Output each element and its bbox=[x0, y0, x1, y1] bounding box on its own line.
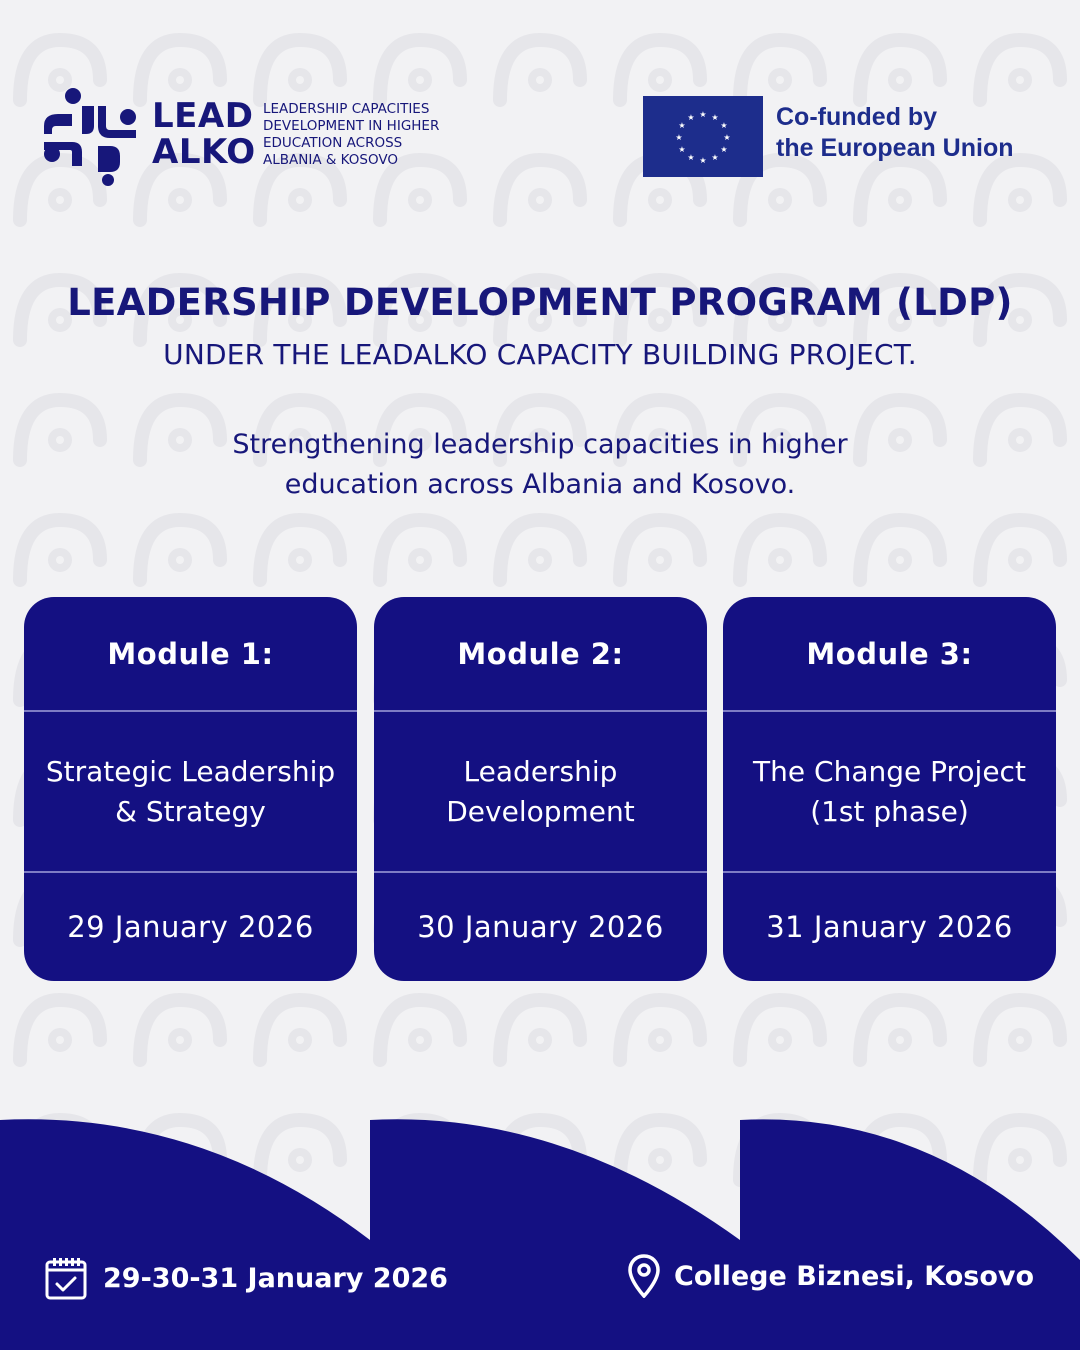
module-heading: Module 2: bbox=[457, 636, 624, 671]
module-topic-line2: & Strategy bbox=[115, 794, 266, 828]
page-subtitle: UNDER THE LEADALKO CAPACITY BUILDING PROJECT. bbox=[163, 338, 917, 371]
footer-dates-text: 29-30-31 January 2026 bbox=[103, 1262, 448, 1294]
svg-text:★: ★ bbox=[720, 145, 728, 154]
module-topic-line1: Strategic Leadership bbox=[45, 754, 336, 788]
module-card-3 bbox=[723, 597, 1056, 981]
map-pin-icon bbox=[628, 1254, 660, 1298]
footer-background bbox=[0, 1110, 1080, 1350]
svg-text:★: ★ bbox=[723, 133, 731, 142]
module-topic-line2: Development bbox=[446, 794, 635, 828]
svg-text:★: ★ bbox=[675, 133, 683, 142]
svg-text:★: ★ bbox=[699, 156, 707, 165]
calendar-check-icon bbox=[45, 1256, 87, 1300]
module-card-1 bbox=[24, 597, 357, 981]
program-tagline bbox=[0, 425, 1080, 505]
module-date: 29 January 2026 bbox=[67, 910, 314, 944]
tagline-line1: Strengthening leadership capacities in higher bbox=[232, 429, 848, 460]
svg-text:★: ★ bbox=[720, 121, 728, 130]
footer-dates bbox=[45, 1256, 448, 1300]
svg-text:★: ★ bbox=[711, 153, 719, 162]
module-card-2 bbox=[374, 597, 707, 981]
eu-cofunded-label bbox=[776, 102, 1014, 164]
footer-location-text: College Biznesi, Kosovo bbox=[674, 1260, 1035, 1292]
module-topic bbox=[723, 712, 1056, 871]
svg-text:★: ★ bbox=[699, 110, 707, 119]
brand-tagline-line: DEVELOPMENT IN HIGHER bbox=[263, 118, 440, 134]
tagline-line2: education across Albania and Kosovo. bbox=[284, 469, 796, 500]
brand-tagline bbox=[263, 101, 439, 169]
module-topic-line2: (1st phase) bbox=[810, 794, 969, 828]
brand-tagline-line: ALBANIA & KOSOVO bbox=[263, 152, 398, 168]
brand-name-line2: ALKO bbox=[152, 132, 256, 172]
module-topic-line1: Leadership bbox=[463, 754, 618, 788]
eu-text-line2: the European Union bbox=[776, 134, 1014, 162]
brand-tagline-line: EDUCATION ACROSS bbox=[263, 135, 403, 151]
footer-location bbox=[628, 1254, 1034, 1298]
eu-text-line1: Co-funded by bbox=[776, 103, 938, 131]
svg-text:★: ★ bbox=[711, 113, 719, 122]
module-topic-line1: The Change Project bbox=[753, 754, 1026, 788]
brand-tagline-line: LEADERSHIP CAPACITIES bbox=[263, 101, 430, 117]
svg-text:★: ★ bbox=[678, 121, 686, 130]
module-date: 31 January 2026 bbox=[766, 910, 1013, 944]
svg-text:★: ★ bbox=[687, 153, 695, 162]
module-date: 30 January 2026 bbox=[417, 910, 664, 944]
leadalko-logo-icon bbox=[42, 86, 138, 186]
module-topic bbox=[24, 712, 357, 871]
module-topic bbox=[374, 712, 707, 871]
svg-text:★: ★ bbox=[678, 145, 686, 154]
page-title: LEADERSHIP DEVELOPMENT PROGRAM (LDP) bbox=[67, 281, 1013, 324]
svg-text:★: ★ bbox=[687, 113, 695, 122]
module-heading: Module 3: bbox=[806, 636, 973, 671]
brand-name-line1: LEAD bbox=[152, 96, 254, 136]
eu-flag-icon bbox=[643, 96, 763, 177]
module-heading: Module 1: bbox=[107, 636, 274, 671]
brand-wordmark bbox=[152, 98, 256, 170]
